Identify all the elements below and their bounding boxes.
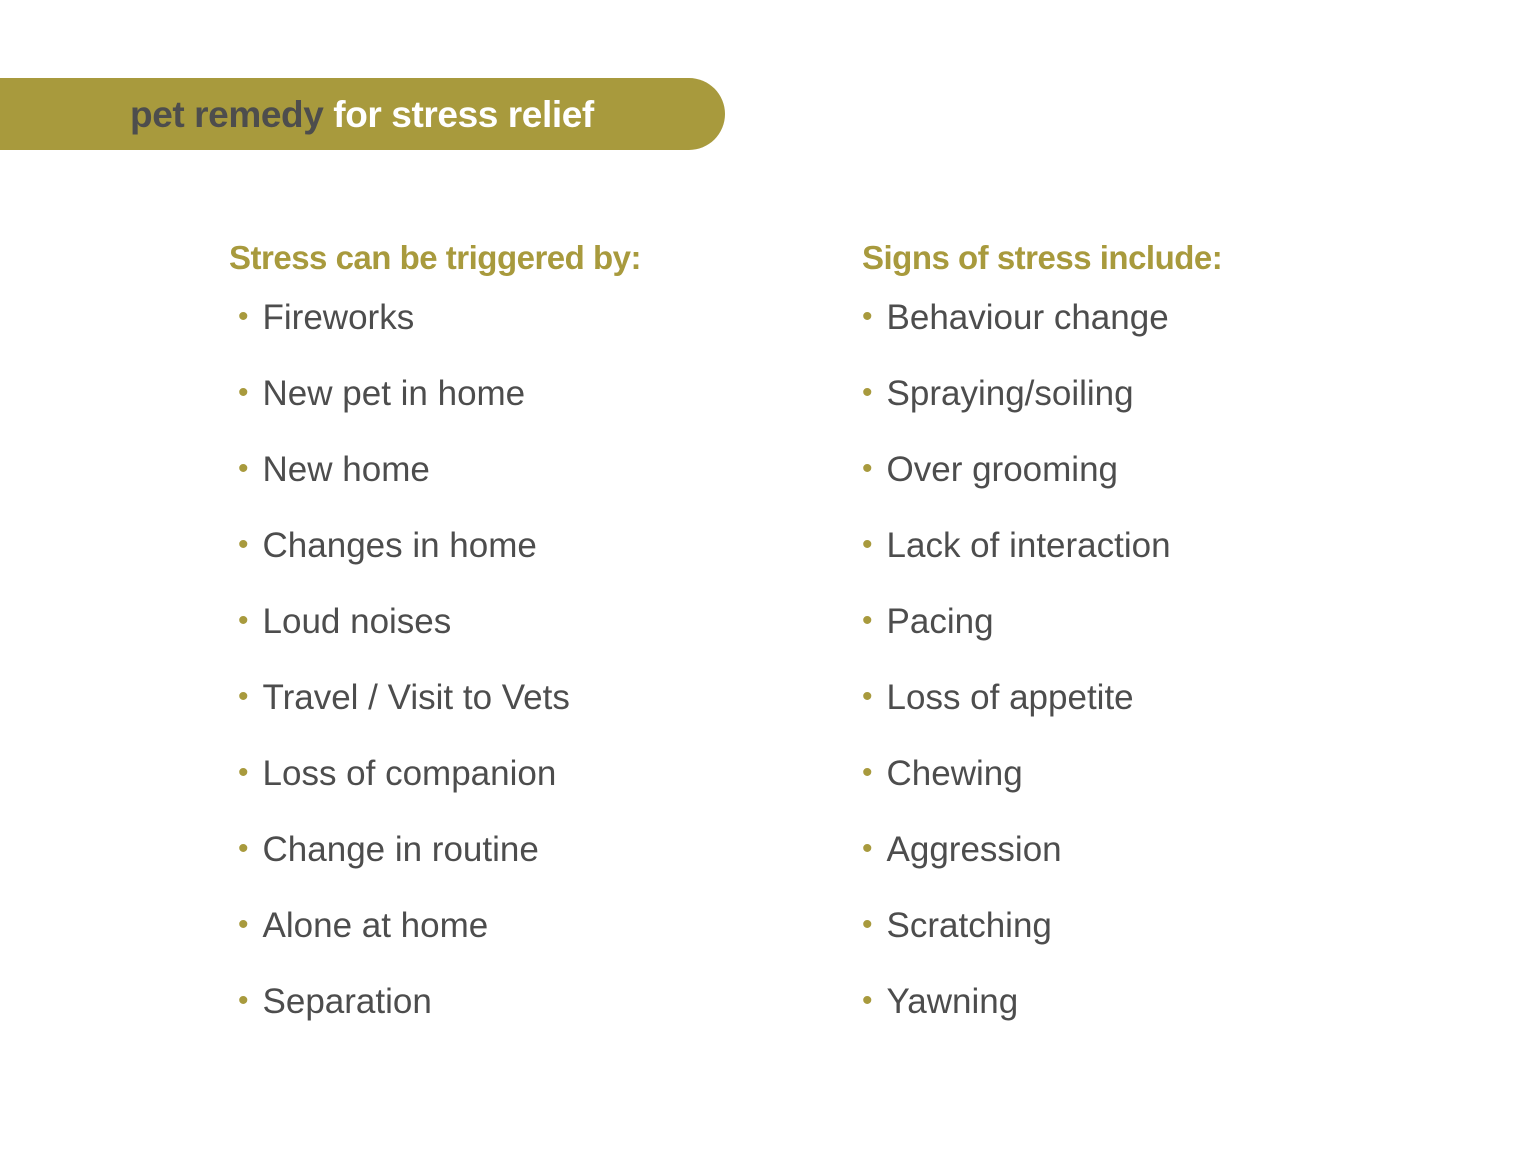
bullet-icon: • bbox=[238, 908, 249, 942]
bullet-icon: • bbox=[862, 528, 873, 562]
content-columns bbox=[0, 240, 1535, 1060]
bullet-icon: • bbox=[238, 300, 249, 334]
bullet-icon: • bbox=[862, 300, 873, 334]
header-banner bbox=[0, 78, 725, 150]
column-stress-signs bbox=[635, 240, 1235, 1060]
list-item-label: Loss of appetite bbox=[886, 678, 1134, 718]
bullet-icon: • bbox=[238, 680, 249, 714]
list-item-label: New home bbox=[262, 450, 430, 490]
bullet-icon: • bbox=[238, 452, 249, 486]
bullet-icon: • bbox=[238, 376, 249, 410]
bullet-icon: • bbox=[862, 832, 873, 866]
list-item-label: Spraying/soiling bbox=[886, 374, 1134, 414]
list-item bbox=[229, 450, 635, 490]
bullet-icon: • bbox=[238, 604, 249, 638]
bullet-icon: • bbox=[238, 756, 249, 790]
bullet-icon: • bbox=[238, 832, 249, 866]
list-item-label: Fireworks bbox=[262, 298, 415, 338]
list-item bbox=[862, 678, 1235, 718]
list-item bbox=[862, 374, 1235, 414]
list-item-label: Loss of companion bbox=[262, 754, 557, 794]
bullet-icon: • bbox=[862, 984, 873, 1018]
column-heading-triggers: Stress can be triggered by: bbox=[229, 239, 641, 276]
list-item bbox=[229, 678, 635, 718]
list-item-label: Loud noises bbox=[262, 602, 452, 642]
list-item bbox=[229, 526, 635, 566]
list-item-label: Separation bbox=[262, 982, 432, 1022]
column-heading-signs: Signs of stress include: bbox=[862, 239, 1223, 276]
brand-tagline: for stress relief bbox=[333, 93, 594, 135]
list-item-label: Behaviour change bbox=[886, 298, 1169, 338]
signs-list bbox=[862, 298, 1235, 1022]
list-item bbox=[862, 830, 1235, 870]
list-item-label: Scratching bbox=[886, 906, 1052, 946]
list-item bbox=[862, 602, 1235, 642]
bullet-icon: • bbox=[862, 680, 873, 714]
list-item-label: Change in routine bbox=[262, 830, 539, 870]
list-item bbox=[862, 754, 1235, 794]
bullet-icon: • bbox=[238, 528, 249, 562]
list-item bbox=[229, 602, 635, 642]
bullet-icon: • bbox=[862, 756, 873, 790]
list-item bbox=[229, 982, 635, 1022]
list-item bbox=[229, 754, 635, 794]
list-item-label: Travel / Visit to Vets bbox=[262, 678, 570, 718]
bullet-icon: • bbox=[862, 908, 873, 942]
list-item-label: Pacing bbox=[886, 602, 994, 642]
list-item-label: Lack of interaction bbox=[886, 526, 1171, 566]
column-stress-triggers bbox=[0, 239, 641, 1060]
list-item bbox=[229, 298, 635, 338]
brand-name: pet remedy bbox=[130, 93, 334, 135]
list-item bbox=[862, 982, 1235, 1022]
trigger-list bbox=[229, 298, 635, 1022]
bullet-icon: • bbox=[238, 984, 249, 1018]
bullet-icon: • bbox=[862, 452, 873, 486]
bullet-icon: • bbox=[862, 604, 873, 638]
list-item-label: Alone at home bbox=[262, 906, 489, 946]
list-item-label: Chewing bbox=[886, 754, 1023, 794]
list-item bbox=[229, 906, 635, 946]
list-item bbox=[862, 450, 1235, 490]
list-item bbox=[229, 374, 635, 414]
list-item-label: Over grooming bbox=[886, 450, 1118, 490]
bullet-icon: • bbox=[862, 376, 873, 410]
banner-title bbox=[0, 93, 594, 135]
list-item-label: Aggression bbox=[886, 830, 1062, 870]
list-item-label: Yawning bbox=[886, 982, 1019, 1022]
list-item bbox=[862, 526, 1235, 566]
list-item bbox=[862, 906, 1235, 946]
list-item-label: Changes in home bbox=[262, 526, 537, 566]
list-item bbox=[862, 298, 1235, 338]
list-item bbox=[229, 830, 635, 870]
list-item-label: New pet in home bbox=[262, 374, 526, 414]
